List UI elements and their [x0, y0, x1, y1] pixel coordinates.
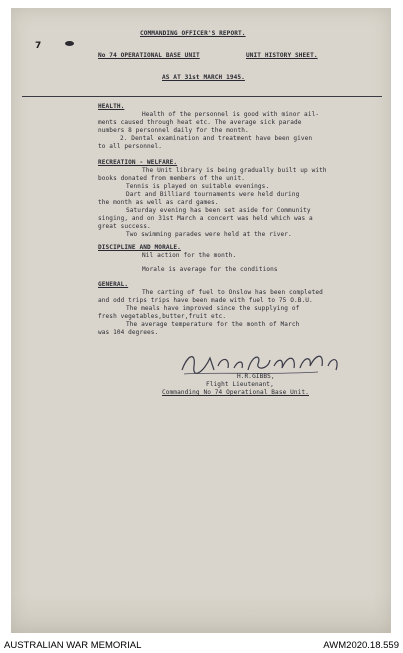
recreation-line: the month as well as card games. [98, 199, 219, 206]
signatory-role: Commanding No 74 Operational Base Unit. [162, 389, 309, 396]
sheet-name: UNIT HISTORY SHEET. [246, 52, 318, 59]
paper-stain [11, 593, 391, 633]
general-line: The carting of fuel to Onslow has been completed [142, 289, 323, 296]
footer-right: AWM2020.18.559 [323, 640, 399, 651]
health-line: Health of the personnel is good with minor ail- [142, 111, 320, 118]
health-line: numbers 8 personnel daily for the month. [98, 127, 249, 134]
footer-left: AUSTRALIAN WAR MEMORIAL [4, 640, 142, 651]
recreation-heading: RECREATION - WELFARE. [98, 159, 178, 166]
signatory-rank: Flight Lieutenant, [206, 381, 274, 388]
discipline-heading: DISCIPLINE AND MORALE. [98, 244, 181, 251]
header-rule [22, 96, 382, 97]
recreation-line: books donated from members of the unit. [98, 175, 245, 182]
report-date: AS AT 31st MARCH 1945. [162, 74, 245, 81]
discipline-line: Nil action for the month. [142, 252, 237, 259]
recreation-line: Tennis is played on suitable evenings. [126, 183, 270, 190]
signatory-name: H.R.GIBBS, [237, 373, 275, 380]
health-line: 2. Dental examination and treatment have been given [120, 135, 313, 142]
recreation-line: singing, and on 31st March a concert was held which was a [98, 215, 313, 222]
general-line: The average temperature for the month of March [126, 321, 300, 328]
health-heading: HEALTH. [98, 103, 125, 110]
recreation-line: Dart and Billiard tournaments were held during [126, 191, 300, 198]
health-line: ments caused through heat etc. The average sick parade [98, 119, 302, 126]
general-line: was 104 degrees. [98, 329, 159, 336]
recreation-line: great success. [98, 223, 151, 230]
unit-name: No 74 OPERATIONAL BASE UNIT [98, 52, 200, 59]
general-heading: GENERAL. [98, 281, 129, 288]
ink-blot [65, 41, 74, 46]
recreation-line: Saturday evening has been set aside for Community [126, 207, 311, 214]
report-title: COMMANDING OFFICER'S REPORT. [140, 30, 246, 37]
recreation-line: Two swimming parades were held at the river. [126, 231, 292, 238]
general-line: fresh vegetables,butter,fruit etc. [98, 313, 227, 320]
general-line: and odd trips trips have been made with fuel to 75 O.B.U. [98, 297, 313, 304]
general-line: The meals have improved since the supplying of [126, 305, 300, 312]
recreation-line: The Unit library is being gradually built up with [142, 167, 327, 174]
discipline-line: Morale is average for the conditions [142, 266, 278, 273]
margin-mark: 7 [35, 41, 42, 51]
health-line: to all personnel. [98, 143, 163, 150]
